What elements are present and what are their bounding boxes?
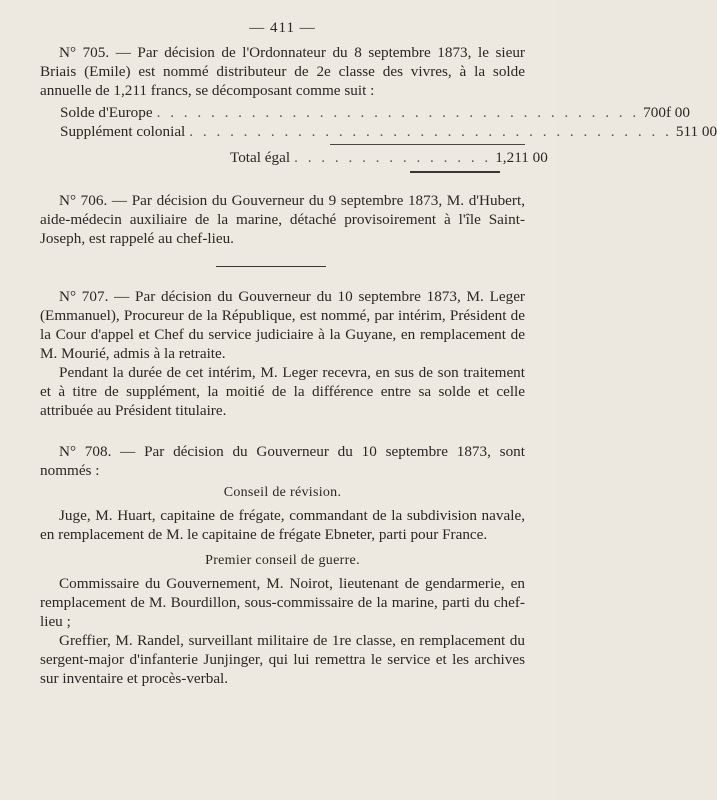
section-revision-text: Juge, M. Huart, capitaine de frégate, commandant de la subdivision navale, en remplacement de M. le capitaine de frégate Ebneter, parti pour France. (40, 507, 525, 543)
decision-707-text: N° 707. — Par décision du Gouverneur du 10 septembre 1873, M. Leger (Emmanuel), Procureur de la République, est nommé, par intérim, Président de la Cour d'appel et Chef du service judiciaire à la Guyane, en remplacement de M. Mourié, admis à la retraite. (40, 288, 525, 362)
salary-breakdown (60, 103, 717, 167)
total-underline (410, 171, 500, 173)
section-title-revision: Conseil de révision. (223, 485, 342, 500)
ledger-amount: 511 00 (675, 123, 717, 140)
spacer (40, 544, 525, 548)
section-title-war-council: Premier conseil de guerre. (205, 553, 360, 568)
ledger-leader-dots: . . . . . . . . . . . . . . . . . . . . . . . . . . . . . . . . . . . . (189, 123, 672, 140)
ledger-total-label: Total égal (230, 149, 291, 166)
page-number: — 411 — (249, 20, 316, 36)
section-war-council-text-continued: Greffier, M. Randel, surveillant militaire de 1re classe, en remplacement du sergent-major d'infanterie Junjinger, qui lui remettra le service et les archives sur inventaire et procès-verbal. (40, 632, 525, 687)
decision-707-text-continued: Pendant la durée de cet intérim, M. Leger recevra, en sus de son traitement et à titre de supplément, la moitié de la différence entre sa solde et celle attribuée au Président titulaire. (40, 364, 525, 419)
decision-705-text: N° 705. — Par décision de l'Ordonnateur du 8 septembre 1873, le sieur Briais (Emile) est nommé distributeur de 2e classe des vivres, à la solde annuelle de 1,211 francs, se décomposant comme suit : (40, 44, 525, 99)
decision-708-text: N° 708. — Par décision du Gouverneur du 10 septembre 1873, sont nommés : (40, 443, 525, 479)
decision-706-text: N° 706. — Par décision du Gouverneur du 9 septembre 1873, M. d'Hubert, aide-médecin auxiliaire de la marine, détaché provisoirement à l'île Saint-Joseph, est rappelé au chef-lieu. (40, 192, 525, 247)
section-divider (216, 266, 326, 267)
spacer (40, 420, 525, 442)
ledger-label: Supplément colonial (60, 123, 186, 140)
ledger-total-row (230, 148, 548, 167)
ledger-amount: 700f 00 (643, 104, 690, 121)
ledger-leader-dots: . . . . . . . . . . . . . . . . . . . . . . . . . . . . . . . . . . . . (156, 104, 640, 121)
ledger-row-colonial (60, 122, 717, 141)
ledger-total-amount: 1,211 00 (495, 149, 548, 166)
ledger-leader-dots: . . . . . . . . . . . . . . . (294, 149, 492, 166)
ledger-sum-rule (330, 144, 525, 145)
ledger-label: Solde d'Europe (60, 104, 153, 121)
section-war-council-text: Commissaire du Gouvernement, M. Noirot, lieutenant de gendarmerie, en remplacement de M. Bourdillon, sous-commissaire de la marine, parti du chef-lieu ; (40, 575, 525, 630)
ledger-row-europe (60, 103, 690, 122)
